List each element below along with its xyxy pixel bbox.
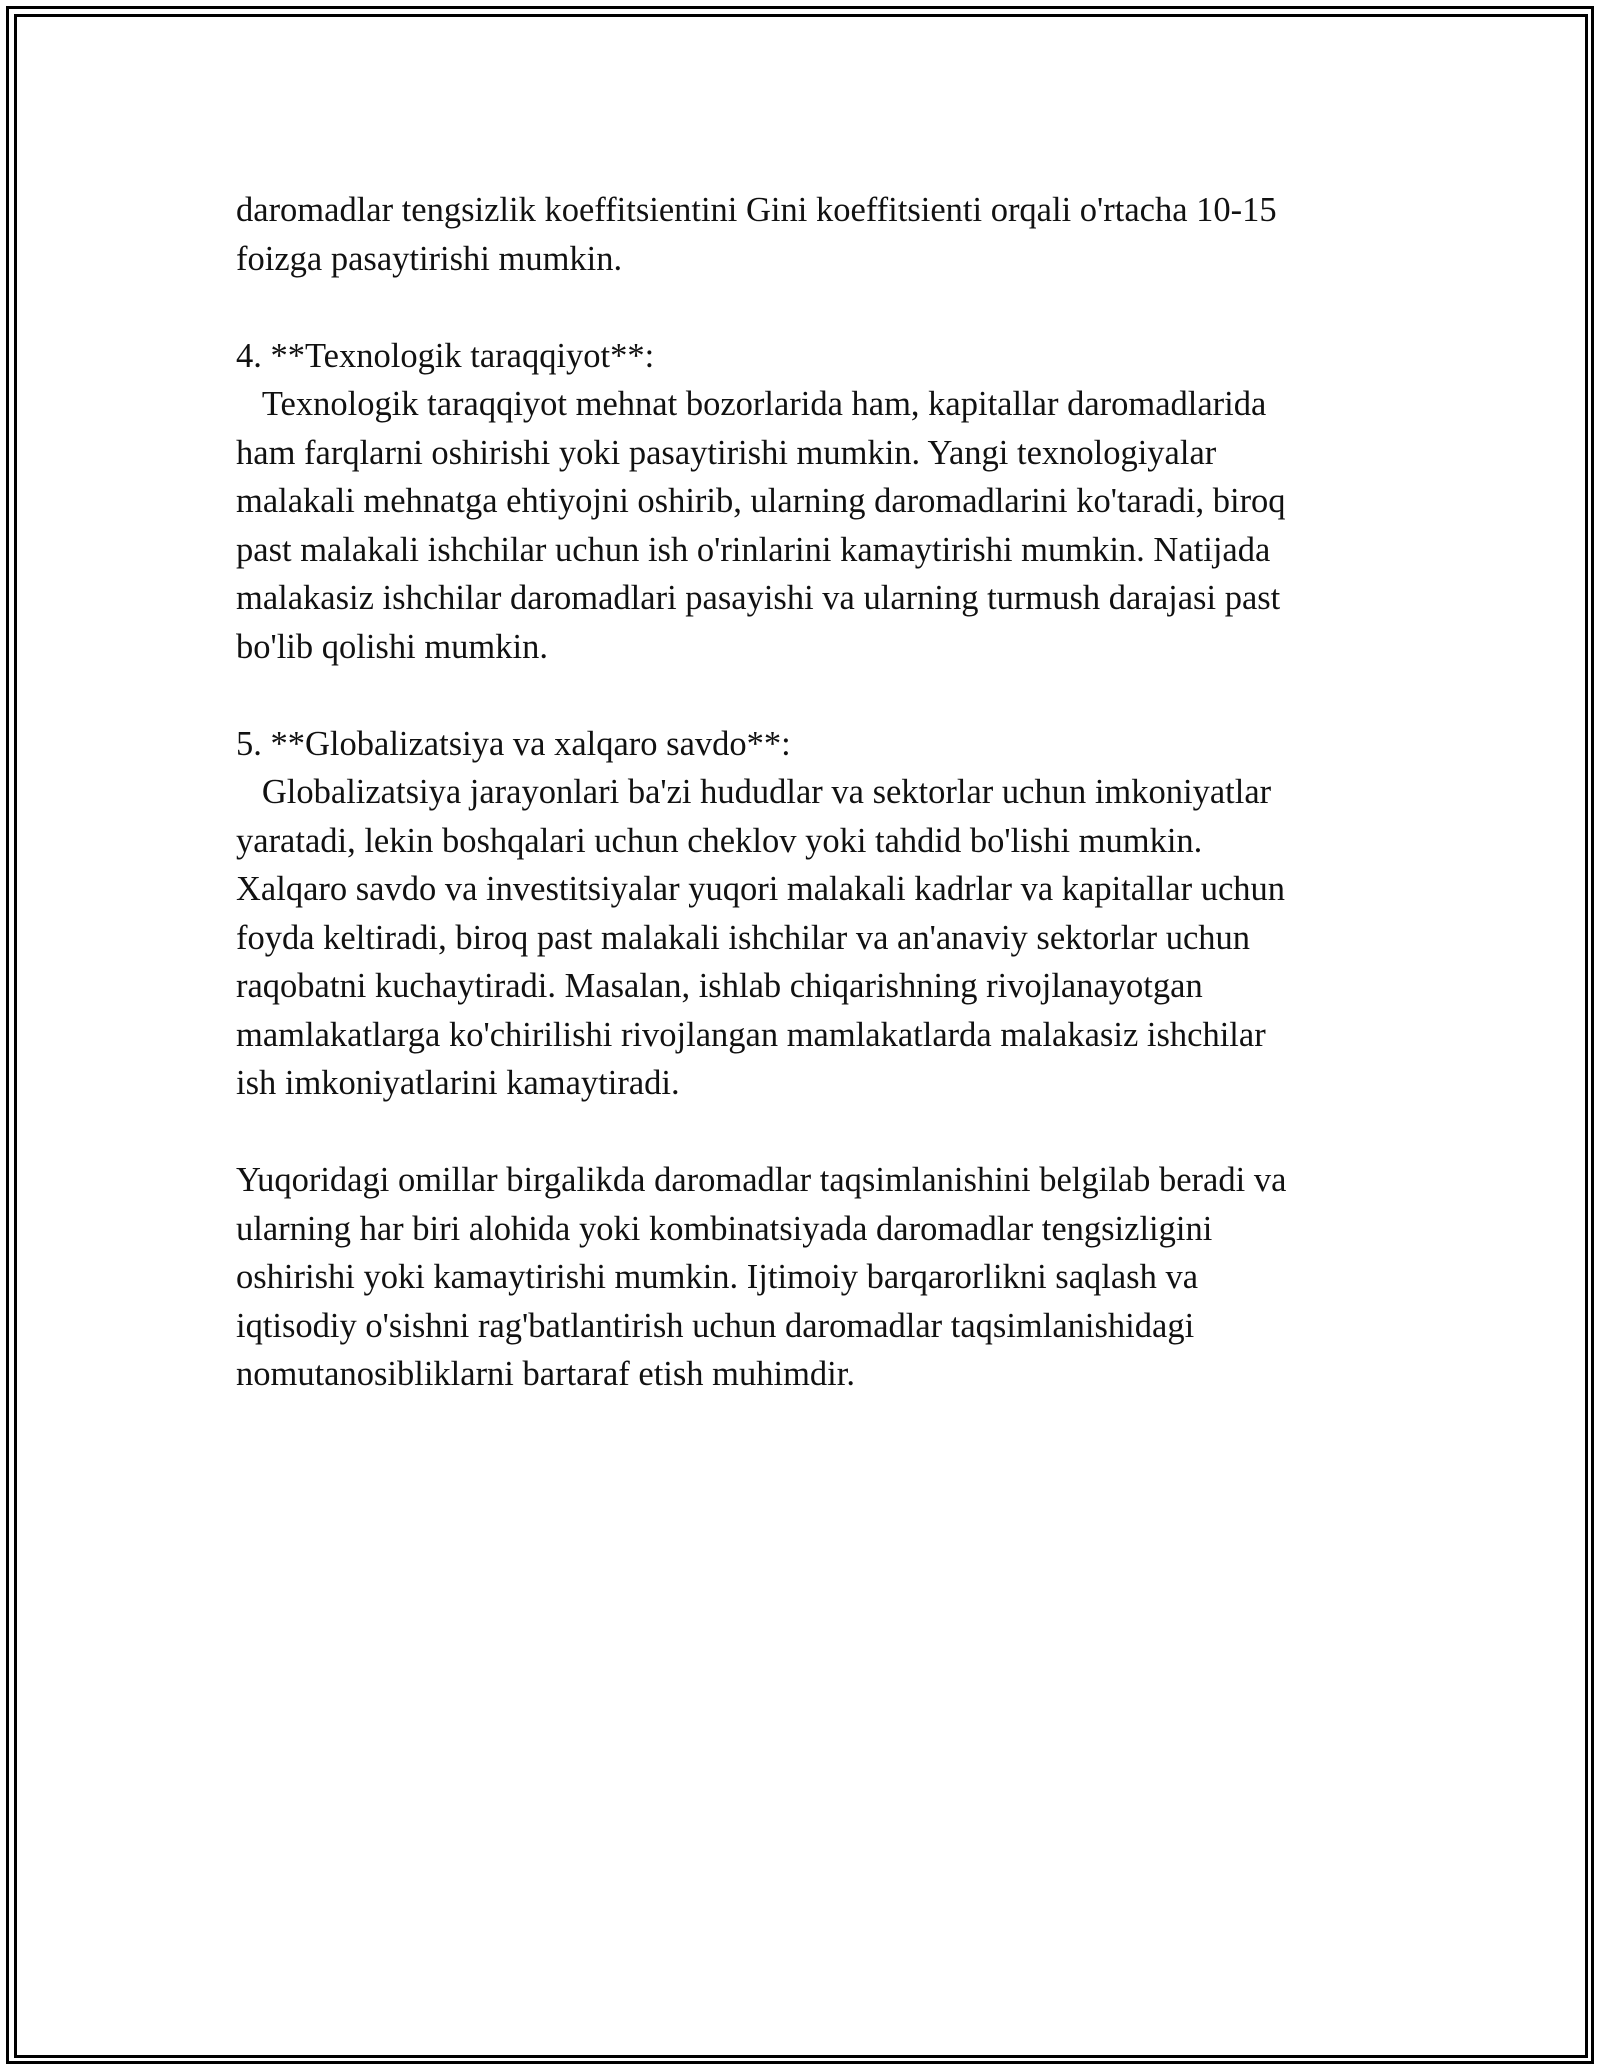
paragraph-spacer [236, 283, 1376, 332]
paragraph-technological-progress: 4. **Texnologik taraqqiyot**: Texnologik taraqqiyot mehnat bozorlarida ham, kapitallar daromadlarida ham farqlarni oshirishi yoki pasaytirishi mumkin. Yangi texnologiyalar malakali mehnatga ehtiyojni oshirib, ularning daromadlarini ko'taradi, biroq past malakali ishchilar uchun ish o'rinlarini kamaytirishi mumkin. Natijada malakasiz ishchilar daromadlari pasayishi va ularning turmush darajasi past bo'lib qolishi mumkin. [236, 336, 1286, 666]
paragraph-spacer [236, 1108, 1376, 1157]
paragraph-spacer [236, 671, 1376, 720]
paragraph-gini-continuation: daromadlar tengsizlik koeffitsientini Gini koeffitsienti orqali o'rtacha 10-15 foizga pasaytirishi mumkin. [236, 191, 1277, 278]
document-body [236, 186, 1376, 1399]
paragraph-conclusion: Yuqoridagi omillar birgalikda daromadlar taqsimlanishini belgilab beradi va ularning har biri alohida yoki kombinatsiyada daromadlar tengsizligini oshirishi yoki kamaytirishi mumkin. Ijtimoiy barqarorlikni saqlash va iqtisodiy o'sishni rag'batlantirish uchun daromadlar taqsimlanishidagi nomutanosibliklarni bartaraf etish muhimdir. [236, 1161, 1287, 1393]
paragraph-globalization-trade: 5. **Globalizatsiya va xalqaro savdo**: Globalizatsiya jarayonlari ba'zi hududlar va sektorlar uchun imkoniyatlar yaratadi, lekin boshqalari uchun cheklov yoki tahdid bo'lishi mumkin. Xalqaro savdo va investitsiyalar yuqori malakali kadrlar va kapitallar uchun foyda keltiradi, biroq past malakali ishchilar va an'anaviy sektorlar uchun raqobatni kuchaytiradi. Masalan, ishlab chiqarishning rivojlanayotgan mamlakatlarga ko'chirilishi rivojlangan mamlakatlarda malakasiz ishchilar ish imkoniyatlarini kamaytiradi. [236, 724, 1286, 1102]
